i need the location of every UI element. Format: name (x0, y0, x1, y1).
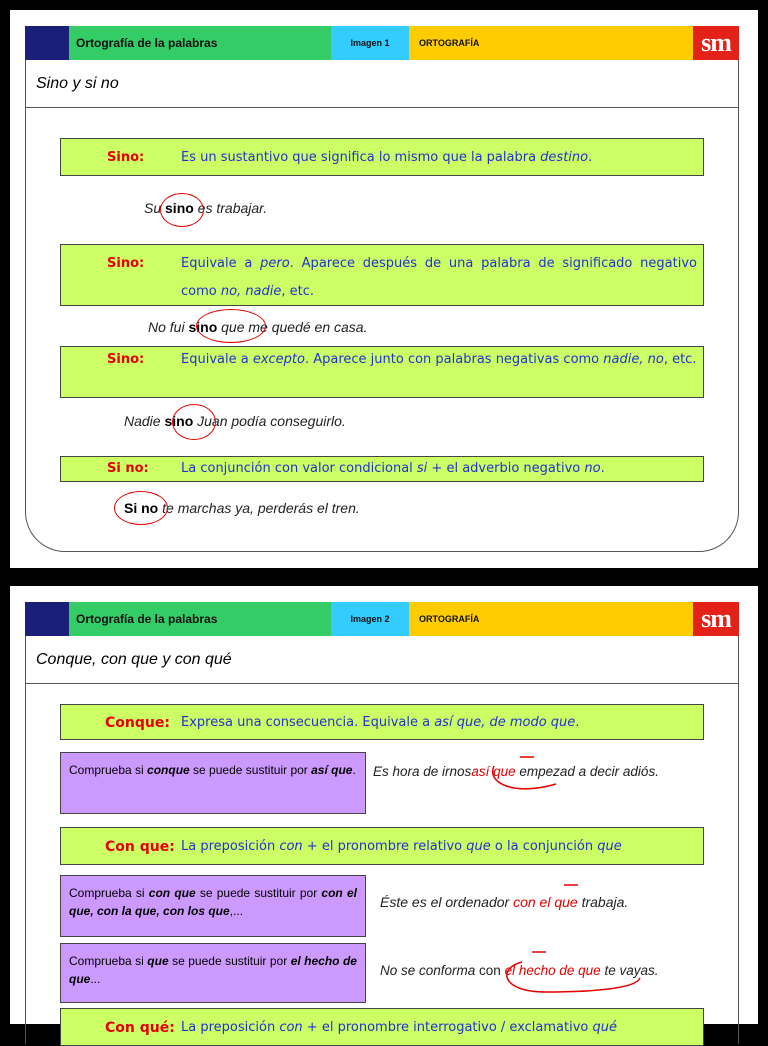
example-sentence: No se conforma con el hecho de que te vayas. (380, 963, 659, 978)
definition-label: Sino: (107, 256, 145, 271)
substitution-mark (486, 754, 566, 798)
highlight-oval (172, 404, 216, 440)
example-sentence: No fui sino que me quedé en casa. (148, 319, 368, 335)
definition-text: La preposición con + el pronombre relativo que o la conjunción que (181, 839, 622, 854)
sm-logo: sm (693, 26, 739, 60)
definition-text: Es un sustantivo que significa lo mismo que la palabra destino. (181, 150, 593, 165)
definition-label: Conque: (105, 715, 170, 731)
tip-box: Comprueba si con que se puede sustituir por con el que, con la que, con los que,... (60, 875, 366, 937)
example-sentence: Éste es el ordenador con el que trabaja. (380, 894, 629, 910)
substitution-mark (562, 882, 582, 888)
highlight-oval (114, 491, 168, 525)
header-category: ORTOGRAFÍA (409, 602, 693, 636)
header-category: ORTOGRAFÍA (409, 26, 693, 60)
header-image-label: Imagen 2 (331, 602, 409, 636)
example-sentence: Su sino es trabajar. (144, 200, 268, 216)
definition-label: Si no: (107, 461, 149, 476)
header-section: Ortografía de la palabras (69, 26, 331, 60)
definition-box (60, 244, 704, 306)
example-sentence: Si no te marchas ya, perderás el tren. (124, 500, 360, 516)
definition-box (60, 346, 704, 398)
definition-text: Equivale a pero. Aparece después de una palabra de significado negativo como no, nadie, etc. (181, 256, 697, 299)
slide-header (25, 602, 739, 636)
definition-box (60, 1008, 704, 1046)
definition-label: Con qué: (105, 1020, 175, 1036)
slide-title: Sino y si no (25, 60, 739, 108)
example-sentence: Es hora de irnosasí que empezad a decir adiós. (373, 764, 659, 779)
definition-box (60, 704, 704, 740)
definition-box (60, 138, 704, 176)
header-image-label: Imagen 1 (331, 26, 409, 60)
definition-box (60, 827, 704, 865)
definition-label: Sino: (107, 352, 145, 367)
header-section: Ortografía de la palabras (69, 602, 331, 636)
definition-text: La preposición con + el pronombre interrogativo / exclamativo qué (181, 1020, 618, 1035)
slide-1 (10, 10, 758, 568)
slide-header (25, 26, 739, 60)
tip-box: Comprueba si que se puede sustituir por el hecho de que... (60, 943, 366, 1003)
sm-logo: sm (693, 602, 739, 636)
definition-text: Expresa una consecuencia. Equivale a así que, de modo que. (181, 715, 580, 730)
header-navy-block (25, 26, 69, 60)
highlight-oval (160, 193, 204, 227)
definition-label: Sino: (107, 150, 145, 165)
definition-text: La conjunción con valor condicional si + el adverbio negativo no. (181, 461, 605, 476)
substitution-mark (496, 948, 646, 998)
header-navy-block (25, 602, 69, 636)
example-sentence: Nadie sino Juan podía conseguirlo. (124, 413, 346, 429)
slide-2 (10, 586, 758, 1036)
highlight-oval (196, 309, 266, 343)
slide-title: Conque, con que y con qué (25, 636, 739, 684)
tip-box: Comprueba si conque se puede sustituir por así que. (60, 752, 366, 814)
definition-box (60, 456, 704, 482)
definition-text: Equivale a excepto. Aparece junto con palabras negativas como nadie, no, etc. (181, 352, 697, 367)
definition-label: Con que: (105, 839, 175, 855)
